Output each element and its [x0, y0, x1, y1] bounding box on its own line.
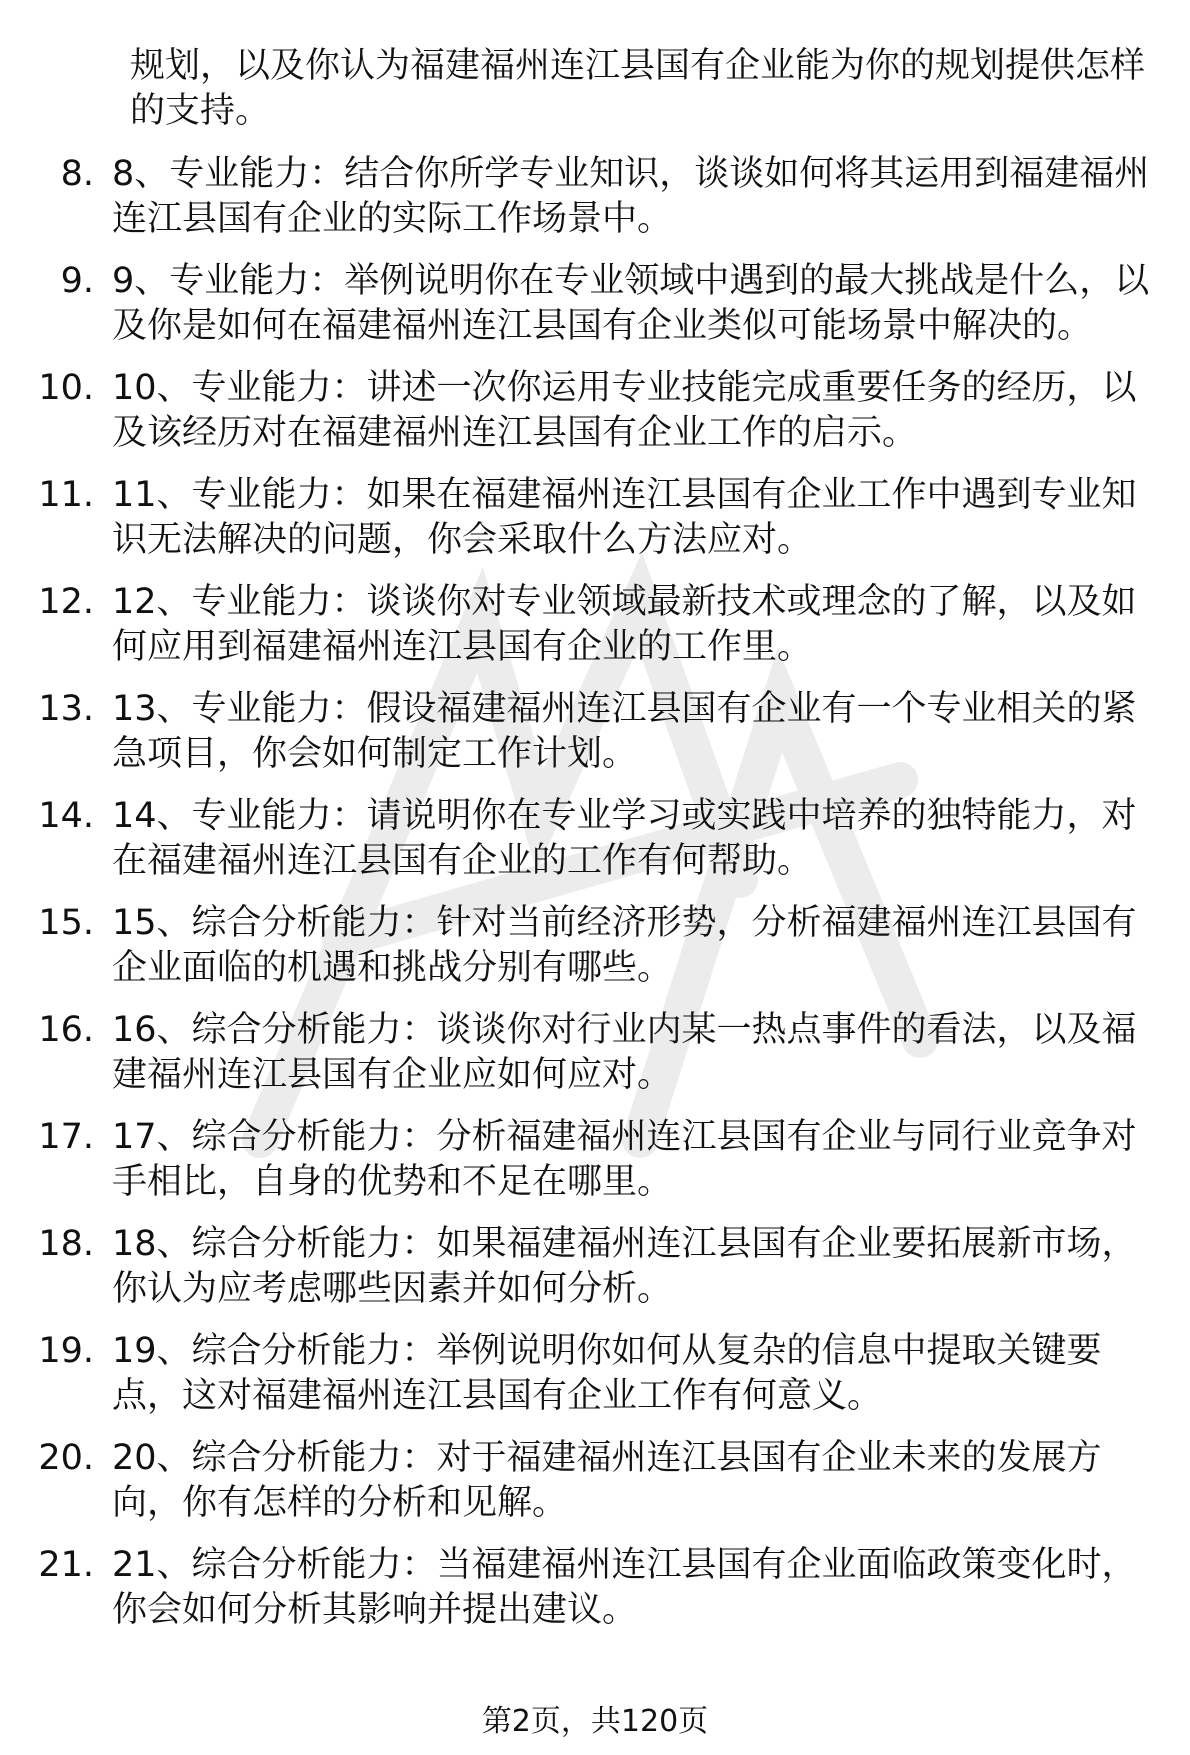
list-item — [0, 687, 1190, 777]
list-item-text: 8、专业能力：结合你所学专业知识，谈谈如何将其运用到福建福州连江县国有企业的实际工作场景中。 — [112, 154, 1150, 239]
list-item — [0, 152, 1190, 242]
list-item-text: 11、专业能力：如果在福建福州连江县国有企业工作中遇到专业知识无法解决的问题，你会采取什么方法应对。 — [112, 475, 1137, 560]
list-item-text: 19、综合分析能力：举例说明你如何从复杂的信息中提取关键要点，这对福建福州连江县国有企业工作有何意义。 — [112, 1331, 1102, 1416]
list-item-number: 8. — [60, 154, 94, 194]
list-item — [0, 1436, 1190, 1526]
list-item — [0, 1008, 1190, 1098]
list-item-number: 11. — [38, 475, 94, 515]
list-item-number: 9. — [60, 261, 94, 301]
list-item-number: 18. — [38, 1224, 94, 1264]
list-item — [0, 259, 1190, 349]
list-item-text: 20、综合分析能力：对于福建福州连江县国有企业未来的发展方向，你有怎样的分析和见解。 — [112, 1438, 1102, 1523]
list-item-number: 12. — [38, 582, 94, 622]
list-item-number: 17. — [38, 1117, 94, 1157]
list-item-text: 21、综合分析能力：当福建福州连江县国有企业面临政策变化时，你会如何分析其影响并提出建议。 — [112, 1545, 1137, 1630]
continuation-paragraph: 规划，以及你认为福建福州连江县国有企业能为你的规划提供怎样的支持。 — [130, 46, 1146, 131]
page-footer: 第2页，共120页 — [481, 1704, 709, 1739]
list-item-text: 17、综合分析能力：分析福建福州连江县国有企业与同行业竞争对手相比，自身的优势和不足在哪里。 — [112, 1117, 1137, 1202]
list-item — [0, 1329, 1190, 1419]
list-item-text: 13、专业能力：假设福建福州连江县国有企业有一个专业相关的紧急项目，你会如何制定工作计划。 — [112, 689, 1137, 774]
list-item — [0, 794, 1190, 884]
list-item-number: 20. — [38, 1438, 94, 1478]
list-item-text: 10、专业能力：讲述一次你运用专业技能完成重要任务的经历，以及该经历对在福建福州连江县国有企业工作的启示。 — [112, 368, 1137, 453]
list-item — [0, 1115, 1190, 1205]
list-item-text: 14、专业能力：请说明你在专业学习或实践中培养的独特能力，对在福建福州连江县国有企业的工作有何帮助。 — [112, 796, 1137, 881]
question-list — [0, 152, 1190, 1633]
list-item — [0, 366, 1190, 456]
list-item — [0, 473, 1190, 563]
list-item-text: 12、专业能力：谈谈你对专业领域最新技术或理念的了解，以及如何应用到福建福州连江县国有企业的工作里。 — [112, 582, 1137, 667]
list-item — [0, 1222, 1190, 1312]
list-item-text: 9、专业能力：举例说明你在专业领域中遇到的最大挑战是什么，以及你是如何在福建福州连江县国有企业类似可能场景中解决的。 — [112, 261, 1150, 346]
list-item-text: 15、综合分析能力：针对当前经济形势，分析福建福州连江县国有企业面临的机遇和挑战分别有哪些。 — [112, 903, 1137, 988]
list-item-text: 18、综合分析能力：如果福建福州连江县国有企业要拓展新市场，你认为应考虑哪些因素并如何分析。 — [112, 1224, 1137, 1309]
list-item-number: 13. — [38, 689, 94, 729]
list-item-number: 19. — [38, 1331, 94, 1371]
list-item — [0, 580, 1190, 670]
list-item — [0, 1543, 1190, 1633]
list-item-number: 14. — [38, 796, 94, 836]
list-item-number: 21. — [38, 1545, 94, 1585]
list-item-text: 16、综合分析能力：谈谈你对行业内某一热点事件的看法，以及福建福州连江县国有企业应如何应对。 — [112, 1010, 1137, 1095]
list-item — [0, 901, 1190, 991]
document-body — [0, 44, 1190, 1650]
list-item-number: 15. — [38, 903, 94, 943]
list-item-number: 10. — [38, 368, 94, 408]
list-item-number: 16. — [38, 1010, 94, 1050]
